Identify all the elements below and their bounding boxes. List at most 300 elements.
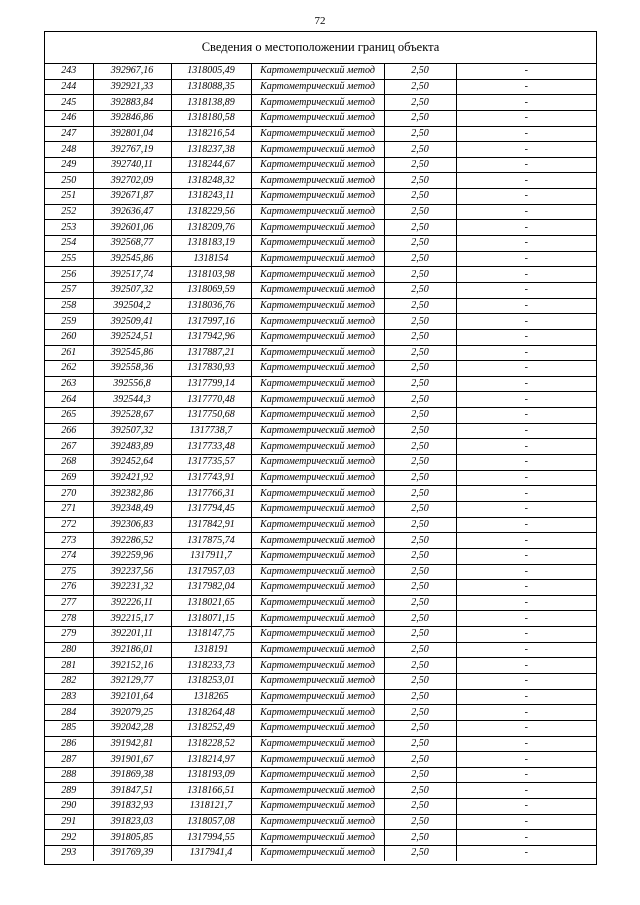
x-coordinate-cell: 392201,11 <box>93 627 171 643</box>
table-row <box>45 533 596 549</box>
description-cell: - <box>456 329 596 345</box>
description-cell: - <box>456 408 596 424</box>
method-cell: Картометрический метод <box>251 799 384 815</box>
description-cell: - <box>456 267 596 283</box>
description-cell: - <box>456 314 596 330</box>
accuracy-cell: 2,50 <box>384 814 456 830</box>
y-coordinate-cell: 1318233,73 <box>171 658 251 674</box>
point-number-cell: 262 <box>45 361 93 377</box>
accuracy-cell: 2,50 <box>384 267 456 283</box>
method-cell: Картометрический метод <box>251 314 384 330</box>
description-cell: - <box>456 64 596 79</box>
point-number-cell: 265 <box>45 408 93 424</box>
accuracy-cell: 2,50 <box>384 580 456 596</box>
description-cell: - <box>456 533 596 549</box>
method-cell: Картометрический метод <box>251 408 384 424</box>
x-coordinate-cell: 392348,49 <box>93 501 171 517</box>
description-cell: - <box>456 611 596 627</box>
x-coordinate-cell: 392186,01 <box>93 642 171 658</box>
description-cell: - <box>456 767 596 783</box>
accuracy-cell: 2,50 <box>384 126 456 142</box>
point-number-cell: 273 <box>45 533 93 549</box>
table-row <box>45 95 596 111</box>
x-coordinate-cell: 392507,32 <box>93 282 171 298</box>
table-row <box>45 705 596 721</box>
method-cell: Картометрический метод <box>251 533 384 549</box>
x-coordinate-cell: 392042,28 <box>93 720 171 736</box>
y-coordinate-cell: 1318057,08 <box>171 814 251 830</box>
x-coordinate-cell: 392545,86 <box>93 251 171 267</box>
y-coordinate-cell: 1317794,45 <box>171 501 251 517</box>
point-number-cell: 252 <box>45 204 93 220</box>
point-number-cell: 278 <box>45 611 93 627</box>
x-coordinate-cell: 392846,86 <box>93 110 171 126</box>
method-cell: Картометрический метод <box>251 486 384 502</box>
y-coordinate-cell: 1318191 <box>171 642 251 658</box>
method-cell: Картометрический метод <box>251 752 384 768</box>
y-coordinate-cell: 1318021,65 <box>171 595 251 611</box>
table-row <box>45 736 596 752</box>
y-coordinate-cell: 1317750,68 <box>171 408 251 424</box>
point-number-cell: 272 <box>45 517 93 533</box>
point-number-cell: 277 <box>45 595 93 611</box>
y-coordinate-cell: 1318103,98 <box>171 267 251 283</box>
method-cell: Картометрический метод <box>251 470 384 486</box>
accuracy-cell: 2,50 <box>384 689 456 705</box>
method-cell: Картометрический метод <box>251 846 384 861</box>
y-coordinate-cell: 1317887,21 <box>171 345 251 361</box>
accuracy-cell: 2,50 <box>384 783 456 799</box>
x-coordinate-cell: 392215,17 <box>93 611 171 627</box>
y-coordinate-cell: 1318243,11 <box>171 189 251 205</box>
point-number-cell: 251 <box>45 189 93 205</box>
method-cell: Картометрический метод <box>251 298 384 314</box>
y-coordinate-cell: 1318209,76 <box>171 220 251 236</box>
y-coordinate-cell: 1318180,58 <box>171 110 251 126</box>
method-cell: Картометрический метод <box>251 157 384 173</box>
method-cell: Картометрический метод <box>251 95 384 111</box>
x-coordinate-cell: 392259,96 <box>93 548 171 564</box>
method-cell: Картометрический метод <box>251 814 384 830</box>
accuracy-cell: 2,50 <box>384 423 456 439</box>
table-row <box>45 830 596 846</box>
y-coordinate-cell: 1317941,4 <box>171 846 251 861</box>
accuracy-cell: 2,50 <box>384 95 456 111</box>
method-cell: Картометрический метод <box>251 345 384 361</box>
boundary-table-frame <box>44 31 597 865</box>
table-row <box>45 752 596 768</box>
method-cell: Картометрический метод <box>251 236 384 252</box>
point-number-cell: 244 <box>45 79 93 95</box>
point-number-cell: 245 <box>45 95 93 111</box>
table-row <box>45 689 596 705</box>
y-coordinate-cell: 1317997,16 <box>171 314 251 330</box>
y-coordinate-cell: 1317982,04 <box>171 580 251 596</box>
x-coordinate-cell: 392702,09 <box>93 173 171 189</box>
y-coordinate-cell: 1318183,19 <box>171 236 251 252</box>
description-cell: - <box>456 423 596 439</box>
accuracy-cell: 2,50 <box>384 705 456 721</box>
x-coordinate-cell: 392306,83 <box>93 517 171 533</box>
accuracy-cell: 2,50 <box>384 799 456 815</box>
table-row <box>45 361 596 377</box>
point-number-cell: 293 <box>45 846 93 861</box>
y-coordinate-cell: 1317738,7 <box>171 423 251 439</box>
table-row <box>45 79 596 95</box>
accuracy-cell: 2,50 <box>384 720 456 736</box>
description-cell: - <box>456 282 596 298</box>
table-row <box>45 423 596 439</box>
description-cell: - <box>456 220 596 236</box>
x-coordinate-cell: 392601,06 <box>93 220 171 236</box>
accuracy-cell: 2,50 <box>384 501 456 517</box>
table-title: Сведения о местоположении границ объекта <box>45 32 596 64</box>
method-cell: Картометрический метод <box>251 173 384 189</box>
description-cell: - <box>456 95 596 111</box>
y-coordinate-cell: 1318154 <box>171 251 251 267</box>
y-coordinate-cell: 1318071,15 <box>171 611 251 627</box>
x-coordinate-cell: 392129,77 <box>93 673 171 689</box>
y-coordinate-cell: 1318253,01 <box>171 673 251 689</box>
point-number-cell: 247 <box>45 126 93 142</box>
x-coordinate-cell: 392568,77 <box>93 236 171 252</box>
description-cell: - <box>456 142 596 158</box>
accuracy-cell: 2,50 <box>384 611 456 627</box>
y-coordinate-cell: 1318229,56 <box>171 204 251 220</box>
point-number-cell: 250 <box>45 173 93 189</box>
y-coordinate-cell: 1318121,7 <box>171 799 251 815</box>
method-cell: Картометрический метод <box>251 720 384 736</box>
table-row <box>45 455 596 471</box>
point-number-cell: 243 <box>45 64 93 79</box>
table-row <box>45 580 596 596</box>
point-number-cell: 269 <box>45 470 93 486</box>
accuracy-cell: 2,50 <box>384 486 456 502</box>
point-number-cell: 286 <box>45 736 93 752</box>
x-coordinate-cell: 392921,33 <box>93 79 171 95</box>
accuracy-cell: 2,50 <box>384 470 456 486</box>
method-cell: Картометрический метод <box>251 126 384 142</box>
method-cell: Картометрический метод <box>251 658 384 674</box>
table-row <box>45 142 596 158</box>
x-coordinate-cell: 392452,64 <box>93 455 171 471</box>
description-cell: - <box>456 564 596 580</box>
accuracy-cell: 2,50 <box>384 204 456 220</box>
table-row <box>45 408 596 424</box>
description-cell: - <box>456 173 596 189</box>
y-coordinate-cell: 1318244,67 <box>171 157 251 173</box>
point-number-cell: 284 <box>45 705 93 721</box>
table-row <box>45 642 596 658</box>
description-cell: - <box>456 752 596 768</box>
table-row <box>45 486 596 502</box>
method-cell: Картометрический метод <box>251 783 384 799</box>
x-coordinate-cell: 392671,87 <box>93 189 171 205</box>
description-cell: - <box>456 126 596 142</box>
method-cell: Картометрический метод <box>251 79 384 95</box>
method-cell: Картометрический метод <box>251 736 384 752</box>
method-cell: Картометрический метод <box>251 376 384 392</box>
y-coordinate-cell: 1318252,49 <box>171 720 251 736</box>
description-cell: - <box>456 392 596 408</box>
y-coordinate-cell: 1318005,49 <box>171 64 251 79</box>
x-coordinate-cell: 392558,36 <box>93 361 171 377</box>
description-cell: - <box>456 799 596 815</box>
point-number-cell: 280 <box>45 642 93 658</box>
description-cell: - <box>456 157 596 173</box>
accuracy-cell: 2,50 <box>384 439 456 455</box>
y-coordinate-cell: 1317957,03 <box>171 564 251 580</box>
method-cell: Картометрический метод <box>251 267 384 283</box>
table-row <box>45 64 596 79</box>
description-cell: - <box>456 783 596 799</box>
accuracy-cell: 2,50 <box>384 392 456 408</box>
point-number-cell: 290 <box>45 799 93 815</box>
method-cell: Картометрический метод <box>251 189 384 205</box>
table-row <box>45 814 596 830</box>
description-cell: - <box>456 736 596 752</box>
table-row <box>45 799 596 815</box>
method-cell: Картометрический метод <box>251 627 384 643</box>
table-row <box>45 251 596 267</box>
accuracy-cell: 2,50 <box>384 189 456 205</box>
table-row <box>45 392 596 408</box>
method-cell: Картометрический метод <box>251 611 384 627</box>
coordinates-table-body <box>45 64 596 861</box>
table-row <box>45 767 596 783</box>
y-coordinate-cell: 1318214,97 <box>171 752 251 768</box>
x-coordinate-cell: 392801,04 <box>93 126 171 142</box>
table-row <box>45 517 596 533</box>
accuracy-cell: 2,50 <box>384 361 456 377</box>
accuracy-cell: 2,50 <box>384 846 456 861</box>
table-row <box>45 548 596 564</box>
accuracy-cell: 2,50 <box>384 314 456 330</box>
accuracy-cell: 2,50 <box>384 142 456 158</box>
description-cell: - <box>456 439 596 455</box>
method-cell: Картометрический метод <box>251 64 384 79</box>
point-number-cell: 266 <box>45 423 93 439</box>
point-number-cell: 285 <box>45 720 93 736</box>
table-row <box>45 627 596 643</box>
x-coordinate-cell: 392237,56 <box>93 564 171 580</box>
point-number-cell: 274 <box>45 548 93 564</box>
table-row <box>45 564 596 580</box>
x-coordinate-cell: 392509,41 <box>93 314 171 330</box>
table-row <box>45 611 596 627</box>
point-number-cell: 256 <box>45 267 93 283</box>
point-number-cell: 283 <box>45 689 93 705</box>
accuracy-cell: 2,50 <box>384 673 456 689</box>
y-coordinate-cell: 1318248,32 <box>171 173 251 189</box>
description-cell: - <box>456 830 596 846</box>
x-coordinate-cell: 392545,86 <box>93 345 171 361</box>
y-coordinate-cell: 1317830,93 <box>171 361 251 377</box>
method-cell: Картометрический метод <box>251 580 384 596</box>
table-row <box>45 501 596 517</box>
accuracy-cell: 2,50 <box>384 455 456 471</box>
point-number-cell: 270 <box>45 486 93 502</box>
y-coordinate-cell: 1317766,31 <box>171 486 251 502</box>
accuracy-cell: 2,50 <box>384 329 456 345</box>
method-cell: Картометрический метод <box>251 361 384 377</box>
x-coordinate-cell: 392883,84 <box>93 95 171 111</box>
y-coordinate-cell: 1318138,89 <box>171 95 251 111</box>
description-cell: - <box>456 548 596 564</box>
y-coordinate-cell: 1317994,55 <box>171 830 251 846</box>
description-cell: - <box>456 189 596 205</box>
point-number-cell: 279 <box>45 627 93 643</box>
method-cell: Картометрический метод <box>251 642 384 658</box>
y-coordinate-cell: 1317799,14 <box>171 376 251 392</box>
accuracy-cell: 2,50 <box>384 376 456 392</box>
accuracy-cell: 2,50 <box>384 548 456 564</box>
point-number-cell: 268 <box>45 455 93 471</box>
x-coordinate-cell: 392101,64 <box>93 689 171 705</box>
description-cell: - <box>456 673 596 689</box>
coordinates-table <box>45 64 596 861</box>
x-coordinate-cell: 392152,16 <box>93 658 171 674</box>
point-number-cell: 254 <box>45 236 93 252</box>
x-coordinate-cell: 391869,38 <box>93 767 171 783</box>
table-row <box>45 595 596 611</box>
description-cell: - <box>456 204 596 220</box>
y-coordinate-cell: 1318088,35 <box>171 79 251 95</box>
y-coordinate-cell: 1317743,91 <box>171 470 251 486</box>
y-coordinate-cell: 1318166,51 <box>171 783 251 799</box>
table-row <box>45 220 596 236</box>
accuracy-cell: 2,50 <box>384 157 456 173</box>
table-row <box>45 298 596 314</box>
table-row <box>45 376 596 392</box>
x-coordinate-cell: 391769,39 <box>93 846 171 861</box>
accuracy-cell: 2,50 <box>384 627 456 643</box>
point-number-cell: 260 <box>45 329 93 345</box>
table-row <box>45 658 596 674</box>
accuracy-cell: 2,50 <box>384 220 456 236</box>
x-coordinate-cell: 392226,11 <box>93 595 171 611</box>
x-coordinate-cell: 391847,51 <box>93 783 171 799</box>
description-cell: - <box>456 486 596 502</box>
method-cell: Картометрический метод <box>251 595 384 611</box>
x-coordinate-cell: 392421,92 <box>93 470 171 486</box>
point-number-cell: 276 <box>45 580 93 596</box>
accuracy-cell: 2,50 <box>384 408 456 424</box>
method-cell: Картометрический метод <box>251 329 384 345</box>
description-cell: - <box>456 658 596 674</box>
description-cell: - <box>456 455 596 471</box>
table-row <box>45 267 596 283</box>
y-coordinate-cell: 1317942,96 <box>171 329 251 345</box>
point-number-cell: 282 <box>45 673 93 689</box>
table-row <box>45 329 596 345</box>
y-coordinate-cell: 1318069,59 <box>171 282 251 298</box>
table-row <box>45 236 596 252</box>
y-coordinate-cell: 1317842,91 <box>171 517 251 533</box>
description-cell: - <box>456 298 596 314</box>
y-coordinate-cell: 1318147,75 <box>171 627 251 643</box>
point-number-cell: 267 <box>45 439 93 455</box>
description-cell: - <box>456 361 596 377</box>
y-coordinate-cell: 1318264,48 <box>171 705 251 721</box>
method-cell: Картометрический метод <box>251 705 384 721</box>
description-cell: - <box>456 110 596 126</box>
table-row <box>45 157 596 173</box>
point-number-cell: 257 <box>45 282 93 298</box>
accuracy-cell: 2,50 <box>384 79 456 95</box>
description-cell: - <box>456 705 596 721</box>
point-number-cell: 292 <box>45 830 93 846</box>
description-cell: - <box>456 627 596 643</box>
accuracy-cell: 2,50 <box>384 752 456 768</box>
method-cell: Картометрический метод <box>251 501 384 517</box>
method-cell: Картометрический метод <box>251 439 384 455</box>
accuracy-cell: 2,50 <box>384 642 456 658</box>
accuracy-cell: 2,50 <box>384 517 456 533</box>
x-coordinate-cell: 392767,19 <box>93 142 171 158</box>
y-coordinate-cell: 1317875,74 <box>171 533 251 549</box>
y-coordinate-cell: 1318265 <box>171 689 251 705</box>
accuracy-cell: 2,50 <box>384 298 456 314</box>
table-row <box>45 314 596 330</box>
method-cell: Картометрический метод <box>251 142 384 158</box>
x-coordinate-cell: 392231,32 <box>93 580 171 596</box>
y-coordinate-cell: 1317911,7 <box>171 548 251 564</box>
point-number-cell: 271 <box>45 501 93 517</box>
accuracy-cell: 2,50 <box>384 830 456 846</box>
description-cell: - <box>456 689 596 705</box>
table-row <box>45 846 596 861</box>
point-number-cell: 258 <box>45 298 93 314</box>
method-cell: Картометрический метод <box>251 392 384 408</box>
point-number-cell: 255 <box>45 251 93 267</box>
accuracy-cell: 2,50 <box>384 564 456 580</box>
accuracy-cell: 2,50 <box>384 658 456 674</box>
page-number: 72 <box>314 15 326 27</box>
description-cell: - <box>456 642 596 658</box>
x-coordinate-cell: 391901,67 <box>93 752 171 768</box>
x-coordinate-cell: 392079,25 <box>93 705 171 721</box>
method-cell: Картометрический метод <box>251 282 384 298</box>
y-coordinate-cell: 1318193,09 <box>171 767 251 783</box>
accuracy-cell: 2,50 <box>384 282 456 298</box>
method-cell: Картометрический метод <box>251 204 384 220</box>
x-coordinate-cell: 392286,52 <box>93 533 171 549</box>
method-cell: Картометрический метод <box>251 517 384 533</box>
y-coordinate-cell: 1317770,48 <box>171 392 251 408</box>
table-row <box>45 110 596 126</box>
accuracy-cell: 2,50 <box>384 173 456 189</box>
accuracy-cell: 2,50 <box>384 533 456 549</box>
method-cell: Картометрический метод <box>251 251 384 267</box>
method-cell: Картометрический метод <box>251 455 384 471</box>
description-cell: - <box>456 236 596 252</box>
table-row <box>45 126 596 142</box>
point-number-cell: 281 <box>45 658 93 674</box>
point-number-cell: 288 <box>45 767 93 783</box>
description-cell: - <box>456 79 596 95</box>
x-coordinate-cell: 392544,3 <box>93 392 171 408</box>
method-cell: Картометрический метод <box>251 830 384 846</box>
x-coordinate-cell: 392517,74 <box>93 267 171 283</box>
description-cell: - <box>456 251 596 267</box>
x-coordinate-cell: 392504,2 <box>93 298 171 314</box>
accuracy-cell: 2,50 <box>384 736 456 752</box>
point-number-cell: 287 <box>45 752 93 768</box>
accuracy-cell: 2,50 <box>384 251 456 267</box>
method-cell: Картометрический метод <box>251 673 384 689</box>
table-row <box>45 439 596 455</box>
